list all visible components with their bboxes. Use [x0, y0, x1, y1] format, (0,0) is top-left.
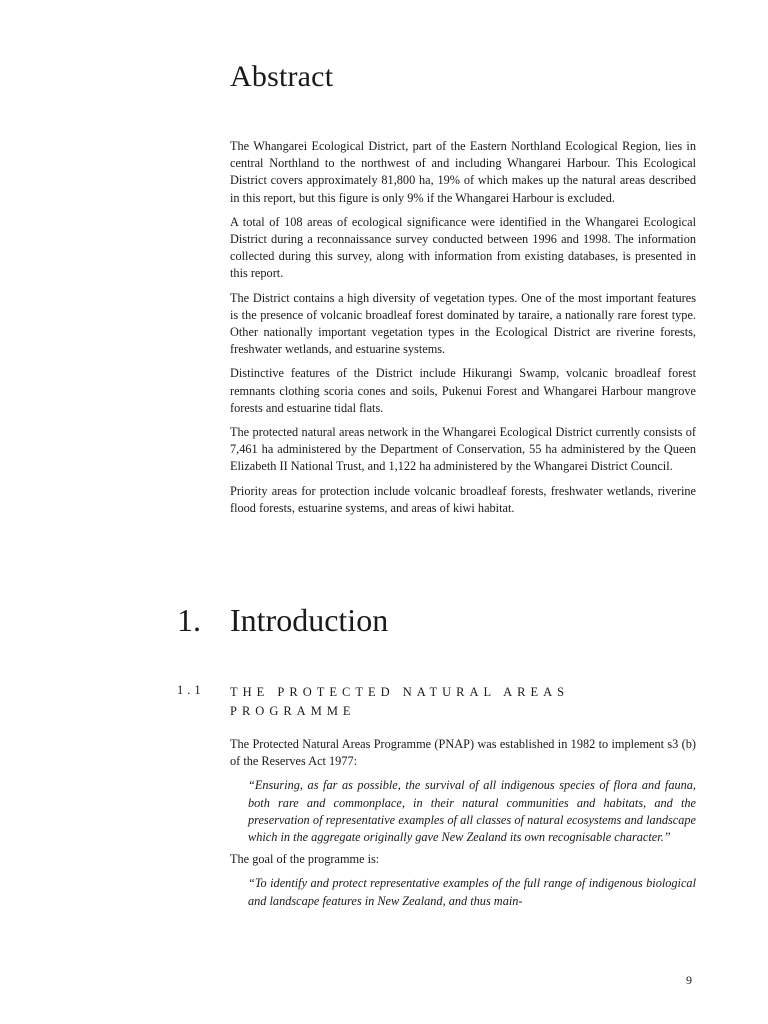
section-number: 1. — [177, 602, 201, 638]
intro-paragraph: The Protected Natural Areas Programme (PNAP) was established in 1982 to implement s3 (b) of the Reserves Act 1977: — [230, 737, 696, 769]
abstract-paragraph: The protected natural areas network in the Whangarei Ecological District currently consists of 7,461 ha administered by the Department of Conservation, 55 ha administered by the Queen Elizabeth II National Trust, and 1,122 ha administered by the Whangarei District Council. — [230, 425, 696, 474]
abstract-body — [230, 138, 696, 524]
page-number: 9 — [686, 973, 692, 987]
abstract-paragraph: The District contains a high diversity of vegetation types. One of the most important features is the presence of volcanic broadleaf forest dominated by taraire, a nationally rare forest type. Other nationally important vegetation types in the Ecological District are riverine forests, freshwater wetlands, and estuarine systems. — [230, 290, 696, 357]
abstract-paragraph: Priority areas for protection include volcanic broadleaf forests, freshwater wetlands, riverine flood forests, estuarine systems, and areas of kiwi habitat. — [230, 483, 696, 515]
reserves-act-quote: “Ensuring, as far as possible, the survival of all indigenous species of flora and fauna, both rare and commonplace, in their natural communities and habitats, and the preservation of representative examples of all classes of natural ecosystems and landscape which in the aggregate originally gave New Zealand its own recognisable character.” — [248, 778, 696, 845]
introduction-body — [230, 736, 696, 915]
section-title: Introduction — [230, 602, 389, 638]
abstract-heading: Abstract — [230, 60, 334, 93]
abstract-paragraph: Distinctive features of the District include Hikurangi Swamp, volcanic broadleaf forest remnants clothing scoria cones and soils, Pukenui Forest and Whangarei Harbour mangrove forests and estuarine tidal flats. — [230, 366, 696, 415]
abstract-paragraph: A total of 108 areas of ecological significance were identified in the Whangarei Ecological District during a reconnaissance survey conducted between 1996 and 1998. The information collected during this survey, along with information from existing databases, is presented in this report. — [230, 214, 696, 281]
abstract-paragraph: The Whangarei Ecological District, part of the Eastern Northland Ecological Region, lies in central Northland to the northwest of and including Whangarei Harbour. This Ecological District covers approximately 81,800 ha, 19% of which makes up the natural areas described in this report, but this figure is only 9% if the Whangarei Harbour is excluded. — [230, 139, 696, 205]
subsection-number: 1.1 — [177, 683, 205, 697]
intro-paragraph: The goal of the programme is: — [230, 852, 380, 867]
programme-goal-quote: “To identify and protect representative examples of the full range of indigenous biological and landscape features in New Zealand, and thus main- — [248, 876, 696, 908]
subsection-title: THE PROTECTED NATURAL AREAS PROGRAMME — [230, 685, 570, 718]
